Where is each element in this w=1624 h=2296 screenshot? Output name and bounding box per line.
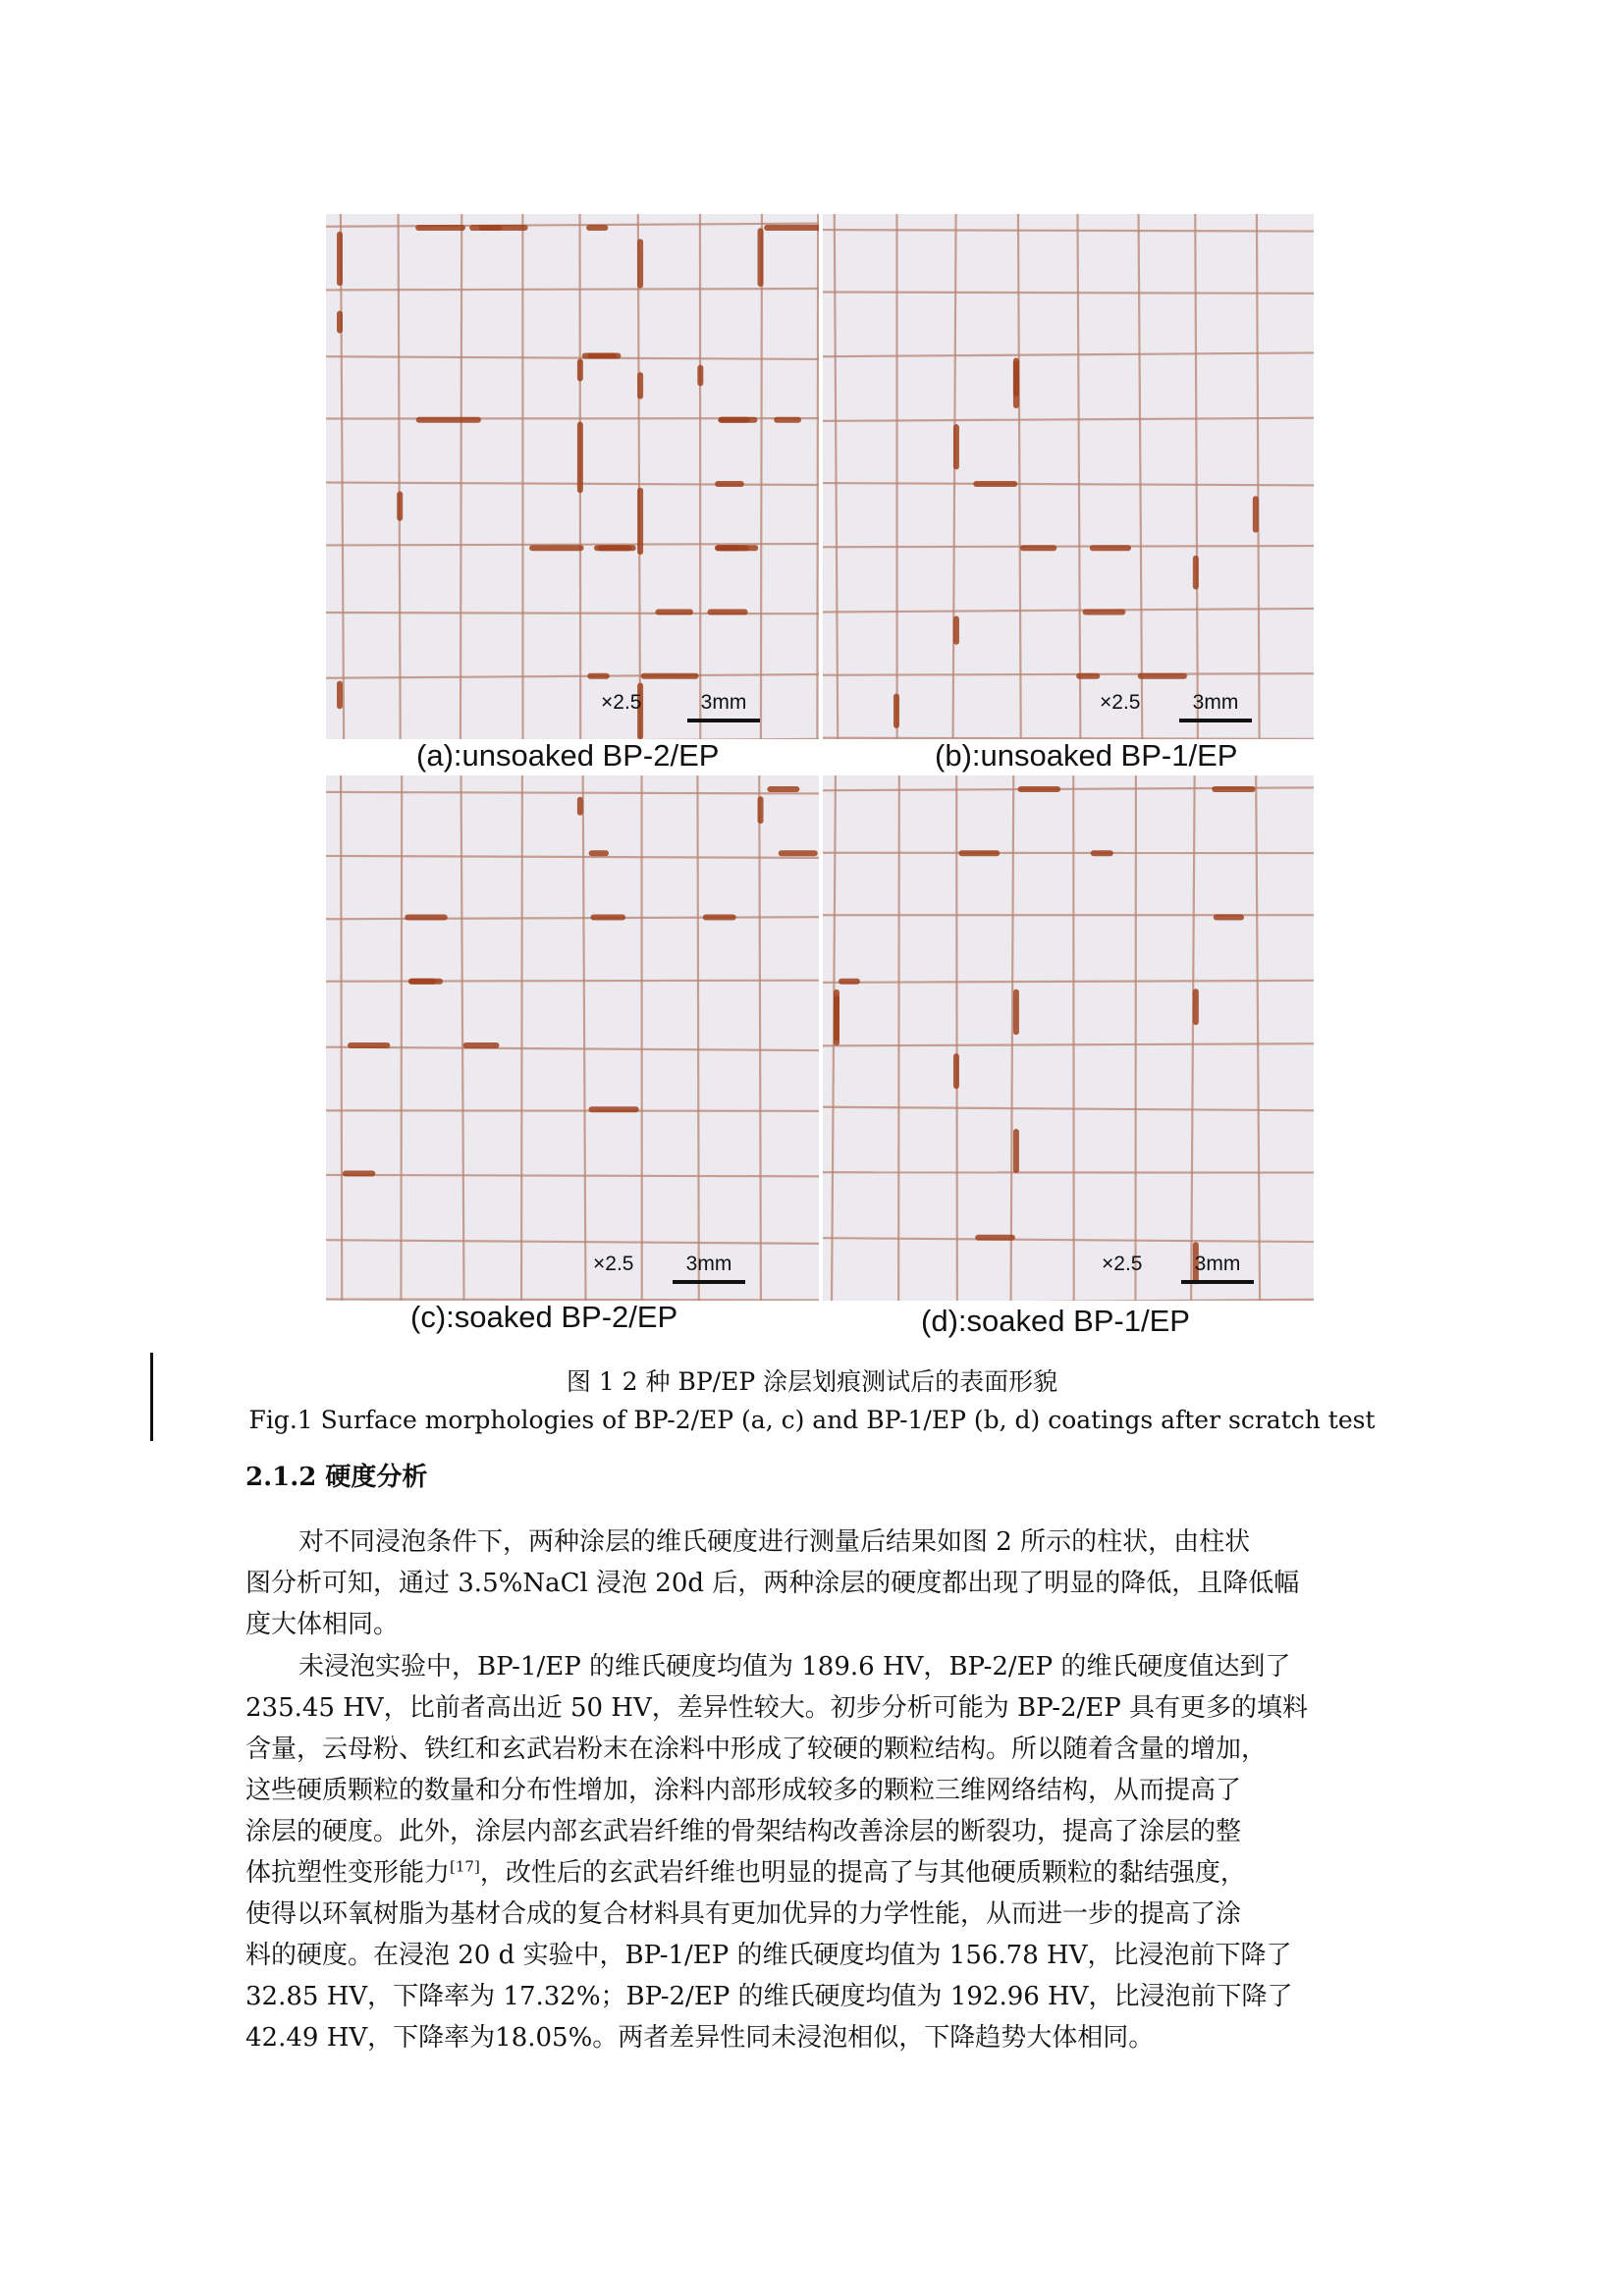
grid-image-c — [326, 775, 819, 1301]
magnification-label: ×2.5 — [601, 691, 642, 714]
figure-caption-en: Fig.1 Surface morphologies of BP-2/EP (a, c) and BP-1/EP (b, d) coatings after scratch test — [248, 1406, 1376, 1434]
micrograph-a — [326, 214, 819, 739]
scale-label: 3mm — [1192, 691, 1239, 714]
scale-label: 3mm — [700, 691, 747, 714]
text-line: 使得以环氧树脂为基材合成的复合材料具有更加优异的力学性能，从而进一步的提高了涂 — [245, 1899, 1242, 1929]
text-line: 235.45 HV，比前者高出近 50 HV，差异性较大。初步分析可能为 BP-2/EP 具有更多的填料 — [245, 1693, 1309, 1723]
scale-bar — [673, 1280, 745, 1284]
scale-bar — [687, 719, 760, 722]
text-line: 对不同浸泡条件下，两种涂层的维氏硬度进行测量后结果如图 2 所示的柱状，由柱状 — [298, 1527, 1251, 1557]
text-line-with-citation — [245, 1852, 1384, 1894]
text-segment: 体抗塑性变形能力 — [245, 1858, 451, 1888]
panel-caption-b: (b):unsoaked BP-1/EP — [935, 738, 1238, 773]
text-line: 32.85 HV，下降率为 17.32%；BP-2/EP 的维氏硬度均值为 192.96 HV，比浸泡前下降了 — [245, 1982, 1293, 2011]
text-line: 含量，云母粉、铁红和玄武岩粉末在涂料中形成了较硬的颗粒结构。所以随着含量的增加， — [245, 1735, 1268, 1764]
text-line: 料的硬度。在浸泡 20 d 实验中，BP-1/EP 的维氏硬度均值为 156.78 HV，比浸泡前下降了 — [245, 1941, 1292, 1970]
scale-bar — [1179, 719, 1252, 722]
scale-bar — [1181, 1280, 1254, 1284]
micrograph-b — [823, 214, 1314, 739]
scale-label: 3mm — [1194, 1253, 1241, 1275]
paragraph-2 — [245, 1646, 1384, 2058]
text-line: 这些硬质颗粒的数量和分布性增加，涂料内部形成较多的颗粒三维网络结构，从而提高了 — [245, 1776, 1242, 1805]
text-line: 未浸泡实验中，BP-1/EP 的维氏硬度均值为 189.6 HV，BP-2/EP 的维氏硬度值达到了 — [298, 1652, 1291, 1682]
text-line: 42.49 HV，下降率为18.05%。两者差异性同未浸泡相似，下降趋势大体相同。 — [245, 2023, 1155, 2053]
text-line: 涂层的硬度。此外，涂层内部玄武岩纤维的骨架结构改善涂层的断裂功，提高了涂层的整 — [245, 1817, 1242, 1846]
citation-marker[interactable]: [17] — [450, 1857, 480, 1876]
grid-image-d — [823, 775, 1314, 1301]
panel-caption-a: (a):unsoaked BP-2/EP — [416, 738, 720, 773]
magnification-label: ×2.5 — [593, 1253, 634, 1275]
section-heading: 2.1.2 硬度分析 — [245, 1463, 428, 1492]
magnification-label: ×2.5 — [1100, 691, 1141, 714]
figure-caption-zh: 图 1 2 种 BP/EP 涂层划痕测试后的表面形貌 — [566, 1367, 1058, 1396]
panel-caption-d: (d):soaked BP-1/EP — [921, 1304, 1190, 1338]
text-line: 度大体相同。 — [245, 1610, 400, 1639]
grid-image-a — [326, 214, 819, 739]
panel-caption-c: (c):soaked BP-2/EP — [410, 1300, 678, 1334]
micrograph-d — [823, 775, 1314, 1301]
scale-label: 3mm — [685, 1253, 732, 1275]
grid-image-b — [823, 214, 1314, 739]
paragraph-1 — [245, 1522, 1384, 1645]
text-line: 图分析可知，通过 3.5%NaCl 浸泡 20d 后，两种涂层的硬度都出现了明显的降低，且降低幅 — [245, 1569, 1300, 1598]
micrograph-c — [326, 775, 819, 1301]
magnification-label: ×2.5 — [1102, 1253, 1143, 1275]
text-segment: ，改性后的玄武岩纤维也明显的提高了与其他硬质颗粒的黏结强度， — [479, 1858, 1246, 1888]
